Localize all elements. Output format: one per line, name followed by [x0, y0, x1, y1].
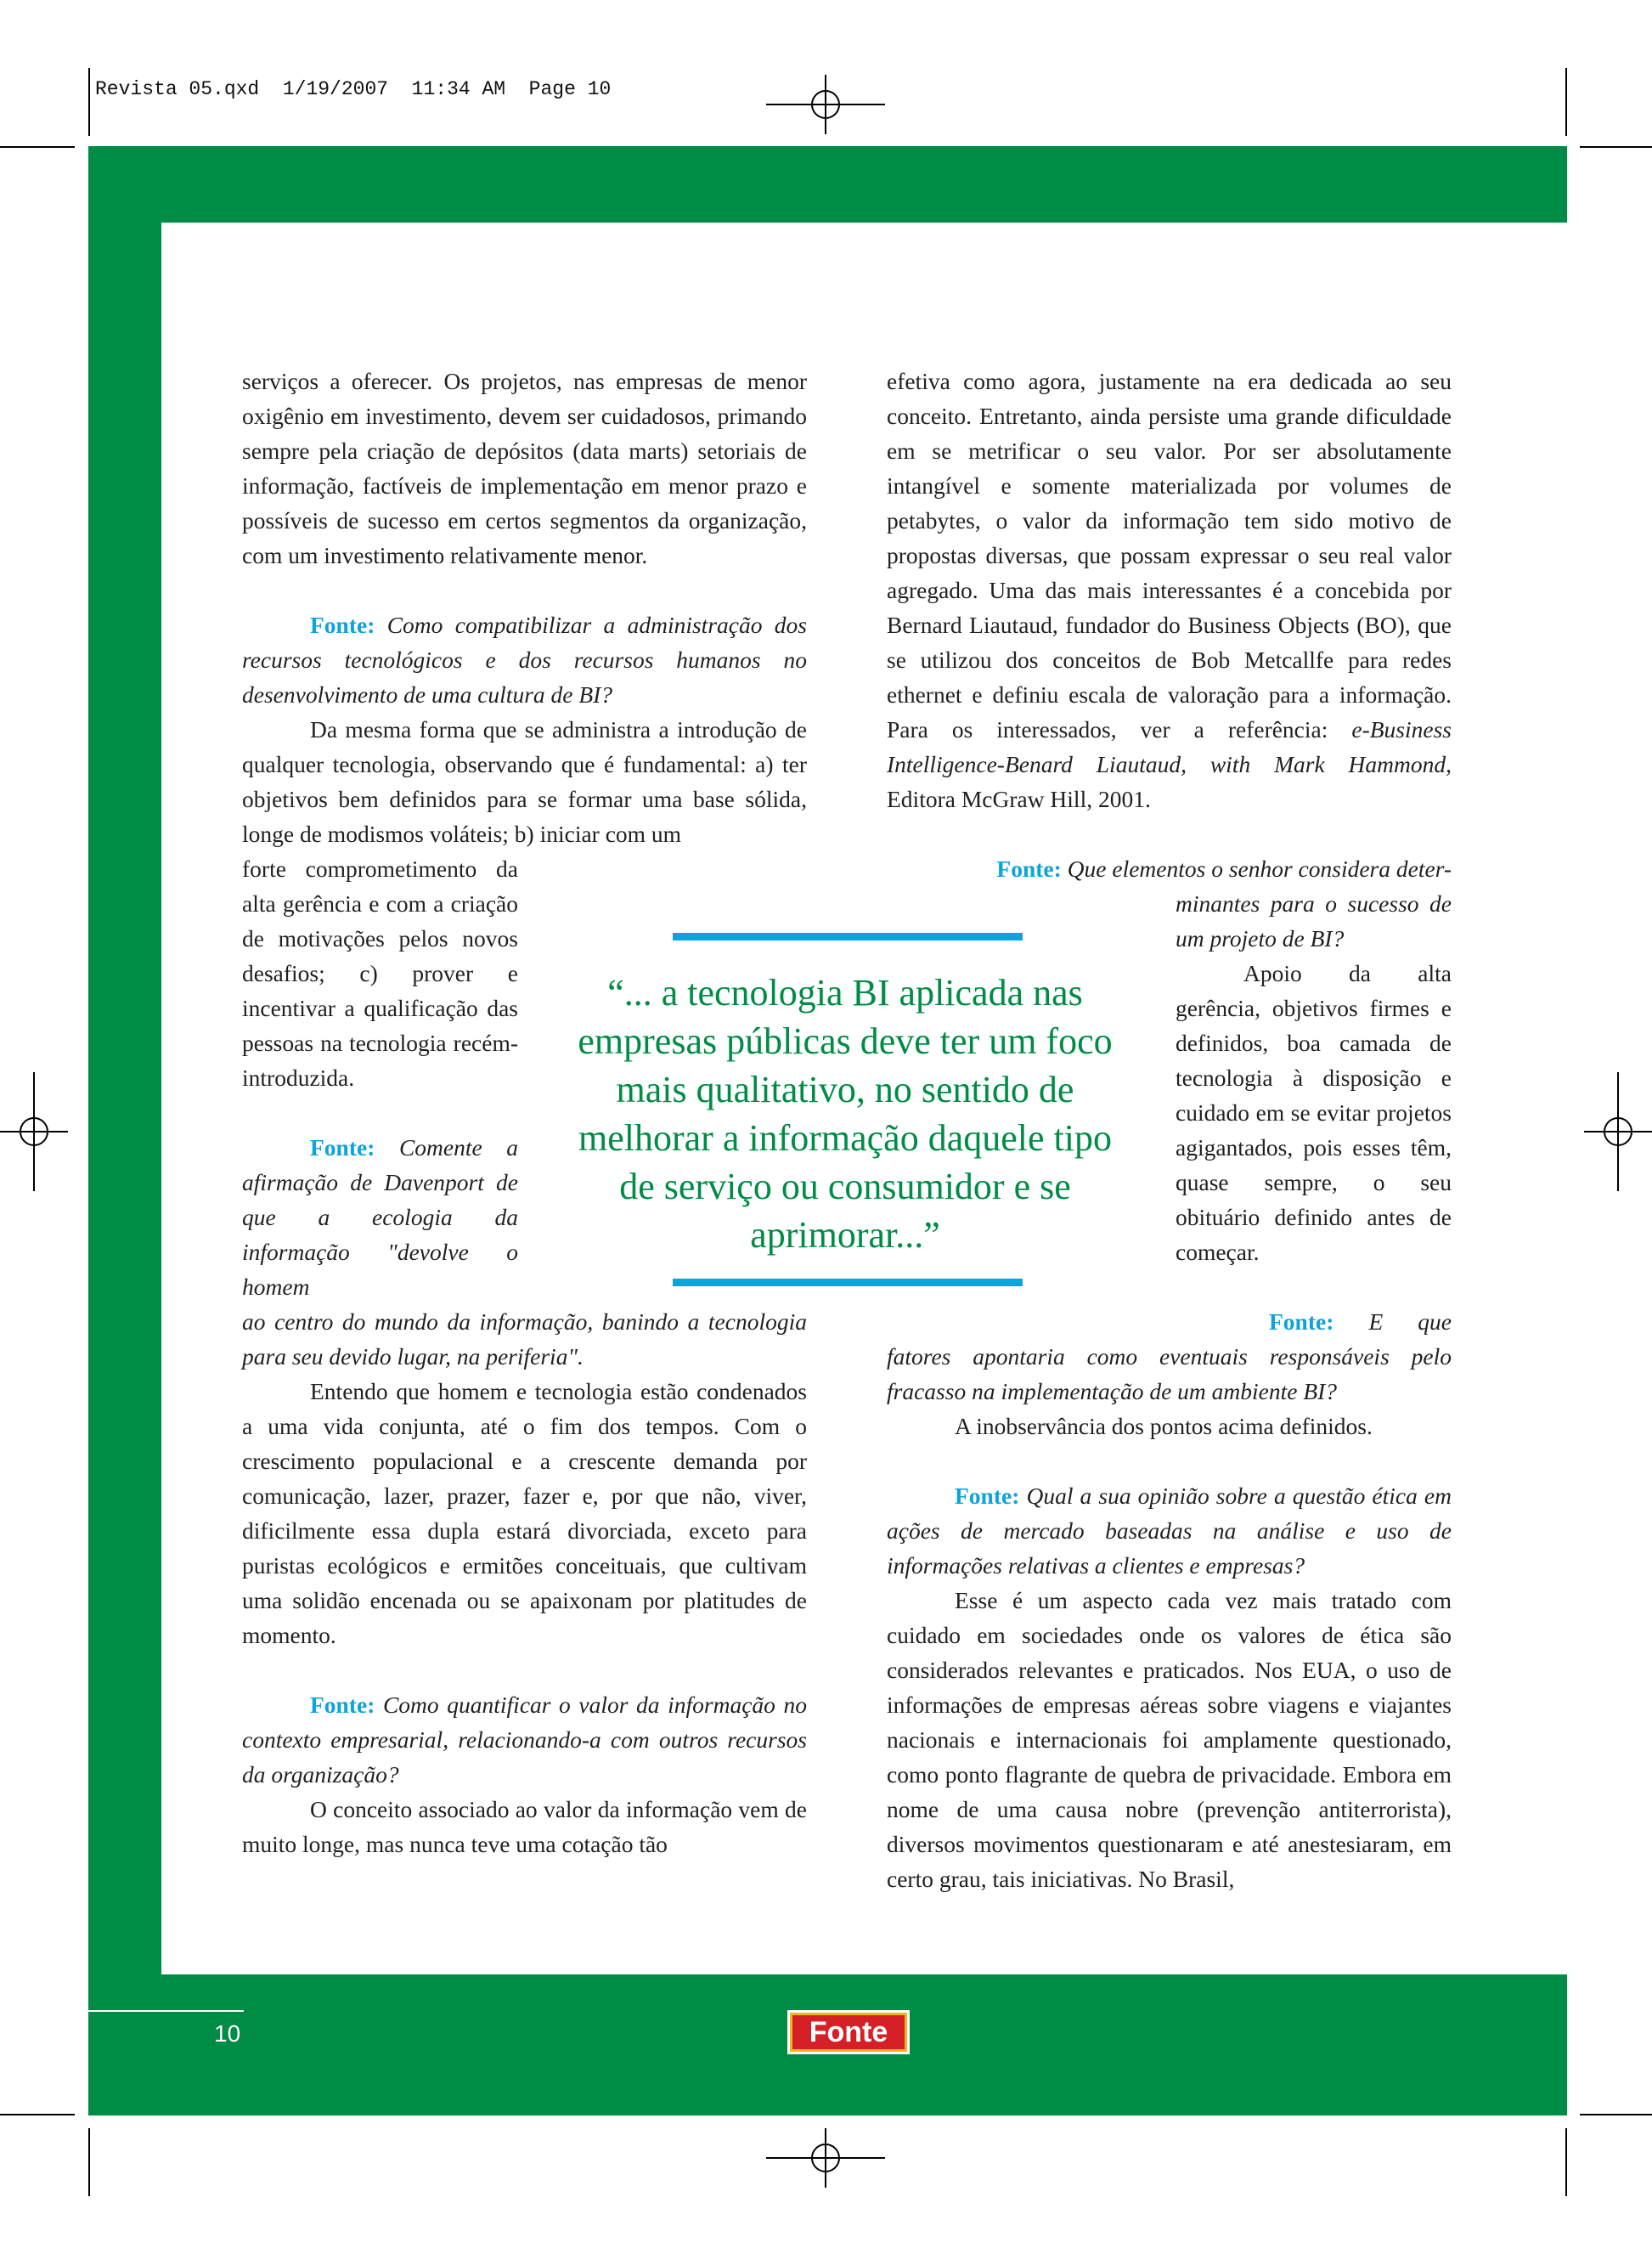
question-label: Fonte: [310, 612, 375, 638]
crop-mark [1565, 2128, 1567, 2196]
printer-slug: Revista 05.qxd 1/19/2007 11:34 AM Page 10 [95, 78, 612, 100]
registration-mark-left [0, 1072, 68, 1191]
answer-2: Entendo que homem e tecnologia estão condenados a uma vida conjunta, até o fim dos tempos. Com o crescimento populacional e a crescente demanda por comunicação, lazer, prazer, fazer e, por que não, viver, dificilmente essa dupla estará divorciada, exceto para puristas ecológicos e ermitões conceituais, que cultivam uma solidão encenada ou se apaixonam por platitudes de momento. [242, 1378, 807, 1648]
pullquote-top-bar [673, 933, 1023, 940]
footer-rule [88, 2010, 244, 2012]
question-label: Fonte: [310, 1692, 375, 1718]
crop-mark [0, 2114, 75, 2115]
question-label: Fonte: [310, 1134, 375, 1161]
answer-3: O conceito associado ao valor da informação vem de muito longe, mas nunca teve uma cotação tão [242, 1796, 807, 1857]
reference-title: e-Business Intelligence-Benard Liautaud, with Mark Hammond, [887, 716, 1452, 777]
right-paragraph-1 [887, 364, 1452, 816]
pullquote-bottom-bar [673, 1279, 1023, 1286]
crop-mark [1580, 2114, 1652, 2115]
registration-mark-bottom [766, 2128, 885, 2188]
answer-6: Esse é um aspecto cada vez mais tratado com cuidado em sociedades onde os valores de ética são considerados relevantes e praticados. Nos EUA, o uso de informações de empresas aéreas sobre viagens e viajantes nacionais e internacionais foi amplamente questionado, como ponto flagrante de quebra de privacidade. Embora em nome de uma causa nobre (prevenção antiterrorista), diversos movimentos questionaram e até anestesiaram, em certo grau, tais iniciativas. No Brasil, [887, 1587, 1452, 1892]
question-label: Fonte: [955, 1483, 1020, 1509]
question-text: Comente a afirmação de Davenport de que a ecologia da informação "devolve o homem [242, 1134, 518, 1300]
question-4-continued: minantes para o sucesso de um projeto de BI? [1176, 890, 1452, 952]
question-label: Fonte: [1269, 1308, 1334, 1335]
crop-mark [88, 68, 90, 136]
pullquote: “... a tecnologia BI aplicada nas empresas públicas deve ter um foco mais qualitativo, no sentido de melhorar a informação daquele tipo de serviço ou consumidor e se aprimorar...” [578, 972, 1113, 1256]
crop-mark [1565, 68, 1567, 136]
question-text: Como compatibilizar a administração dos recursos tecnológicos e dos recursos humanos no desenvolvimento de uma cultura de BI? [242, 612, 808, 708]
answer-4: Apoio da alta gerência, objetivos firmes e definidos, boa camada de tecnologia à disposição e cuidado em se evitar projetos agigantados, pois esses têm, quase sempre, o seu obituário definido antes de começar. [1176, 960, 1452, 1265]
crop-mark [1580, 146, 1652, 148]
question-4 [887, 851, 1452, 886]
question-text: Qual a sua opinião sobre a questão ética em ações de mercado baseadas na análise e uso de informações relativas a clientes e empresas? [887, 1483, 1452, 1579]
question-label: Fonte: [996, 856, 1062, 882]
registration-mark-right [1584, 1072, 1652, 1191]
question-text: E que fatores apontaria como eventuais responsáveis pelo fracasso na implementação de um ambiente BI? [887, 1308, 1452, 1404]
question-3 [242, 1687, 807, 1792]
registration-mark-top [766, 75, 885, 134]
paragraph-text: efetiva como agora, justamente na era dedicada ao seu conceito. Entretanto, ainda persiste uma grande dificuldade em se metrificar o seu valor. Por ser absolutamente intangível e somente materializada por volumes de petabytes, o valor da informação tem sido motivo de propostas diversas, que possam expressar o seu real valor agregado. Uma das mais interessantes é a concebida por Bernard Liautaud, fundador do Business Objects (BO), que se utilizou dos conceitos de Bob Metcallfe para redes ethernet e definiu escala de valoração para a informação. Para os interessados, ver a referência: [887, 368, 1452, 743]
question-2 [242, 1130, 518, 1304]
answer-1-continued: forte comprometimento da alta gerência e com a criação de motivações pelos novos desafios; c) prover e incentivar a qualificação das pessoas na tecnologia recém-introduzida. [242, 856, 518, 1091]
fonte-logo: Fonte [787, 2010, 910, 2054]
answer-5: A inobservância dos pontos acima definidos. [955, 1413, 1373, 1439]
question-2-continued: ao centro do mundo da informação, banindo a tecnologia para seu devido lugar, na periferia". [242, 1308, 807, 1370]
question-5 [887, 1304, 1452, 1409]
crop-mark [88, 2128, 90, 2196]
question-text: Que elementos o senhor considera deter- [1067, 856, 1452, 882]
question-6 [887, 1478, 1452, 1583]
left-paragraph-1: serviços a oferecer. Os projetos, nas empresas de menor oxigênio em investimento, devem ser cuidadosos, primando sempre pela criação de depósitos (data marts) setoriais de informação, factíveis de implementação em menor prazo e possíveis de sucesso em certos segmentos da organização, com um investimento relativamente menor. [242, 368, 807, 568]
answer-1: Da mesma forma que se administra a introdução de qualquer tecnologia, observando que é fundamental: a) ter objetivos bem definidos para se formar uma base sólida, longe de modismos voláteis; b) iniciar com um [242, 716, 807, 847]
reference-publisher: Editora McGraw Hill, 2001. [887, 786, 1151, 812]
question-1 [242, 607, 807, 712]
question-text: Como quantificar o valor da informação no contexto empresarial, relacionando-a com outros recursos da organização? [242, 1692, 807, 1788]
page-number: 10 [214, 2020, 241, 2047]
crop-mark [0, 146, 75, 148]
